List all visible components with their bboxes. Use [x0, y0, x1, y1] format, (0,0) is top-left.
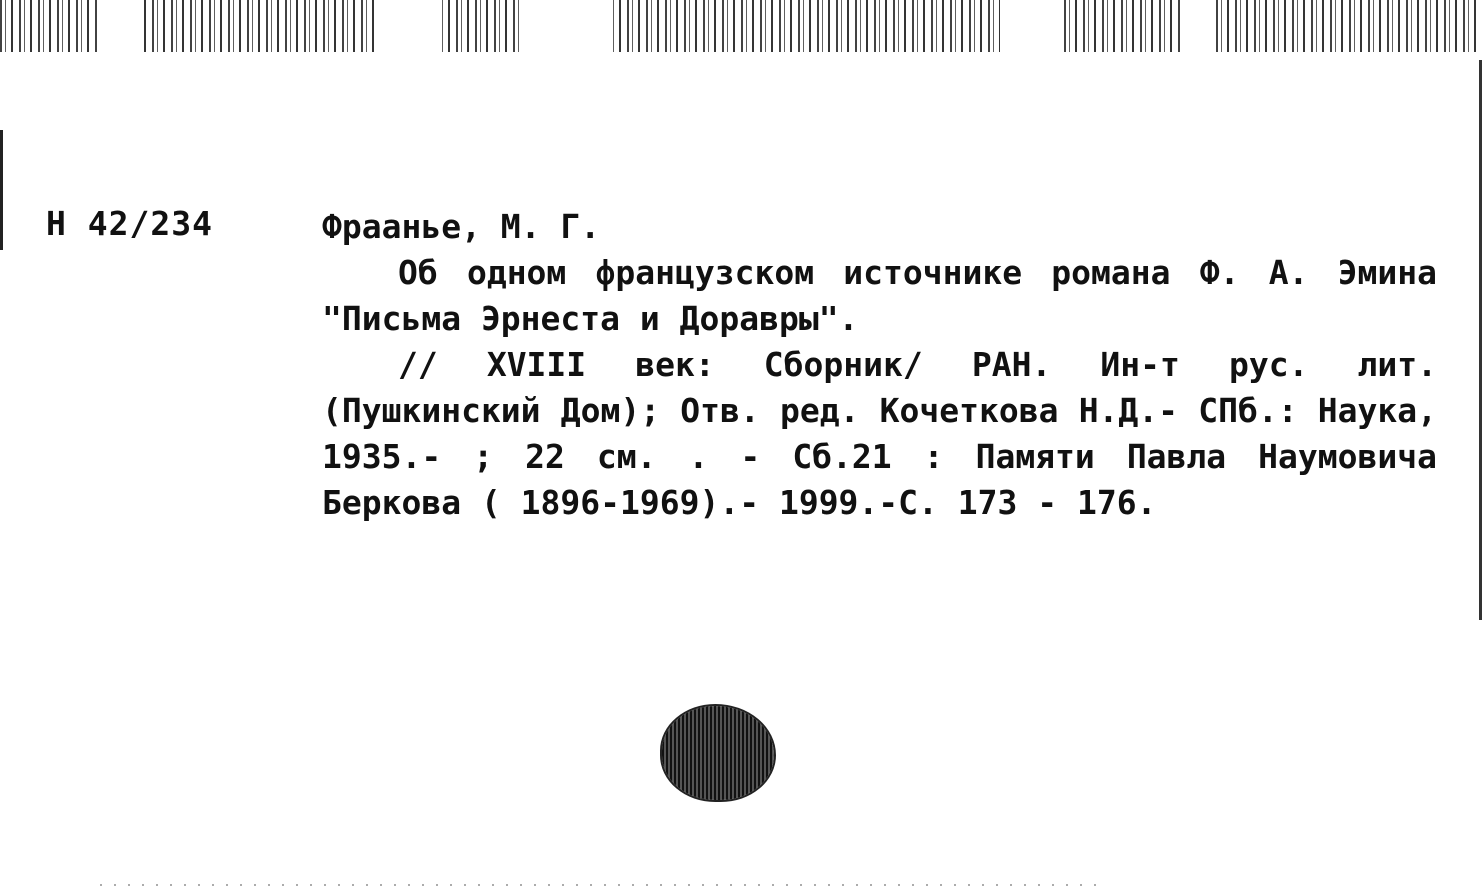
- author: Фраанье, М. Г.: [322, 207, 601, 246]
- card-bottom-edge: [100, 884, 1100, 886]
- bibliographic-entry: [322, 204, 1437, 526]
- punch-hole: [662, 706, 774, 800]
- title-paragraph: Об одном французском источнике романа Ф. А. Эмина "Письма Эрнеста и Доравры".: [322, 253, 1437, 338]
- scan-noise-strip: [0, 0, 1482, 52]
- call-number: Н 42/234: [46, 204, 213, 243]
- card-left-edge: [0, 130, 3, 250]
- source-paragraph: // XVIII век: Сборник/ РАН. Ин-т рус. лит. (Пушкинский Дом); Отв. ред. Кочеткова Н.Д.- СПб.: Наука, 1935.- ; 22 см. . - Сб.21 : Памяти Павла Наумовича Беркова ( 1896-1969).- 1999.-С. 173 - 176.: [322, 345, 1437, 522]
